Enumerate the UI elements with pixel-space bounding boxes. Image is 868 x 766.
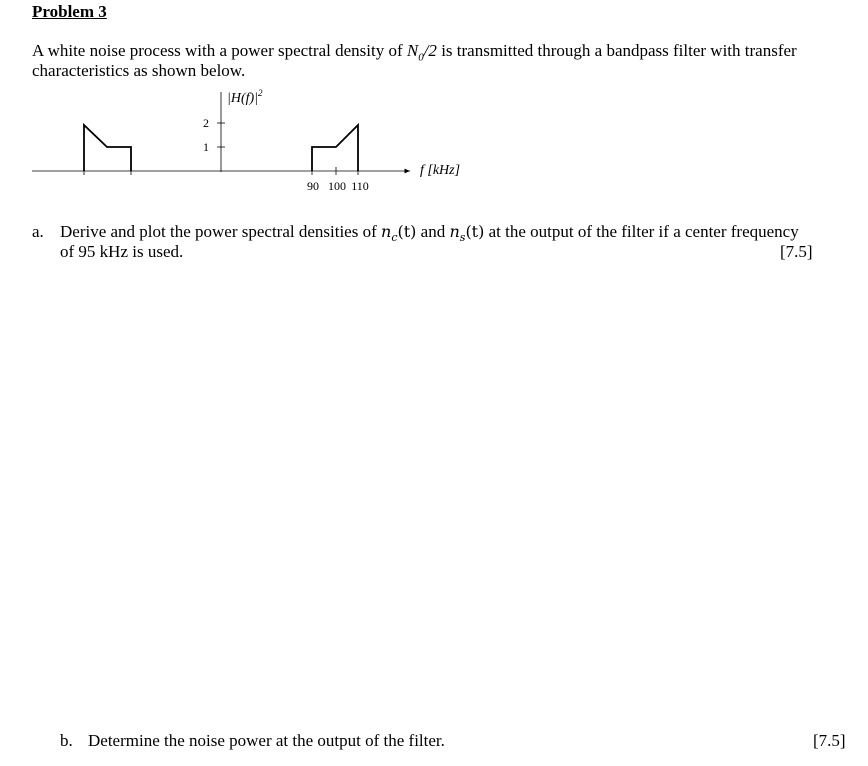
ns-symbol: $n_s(t)$ [449,222,485,245]
problem-title: Problem 3 [32,2,107,21]
nc-symbol: $n_c(t)$ [381,222,417,245]
y-tick-label-2: 2 [203,116,209,130]
x-tick-label-100: 100 [328,179,346,193]
x-tick-label-90: 90 [307,179,319,193]
question-a-line-2: of 95 kHz is used. [60,242,184,261]
intro-text-a: A white noise process with a power spectral density of [32,41,407,60]
n0-symbol: $N_0/2$ [406,41,437,64]
y-tick-label-1: 1 [203,140,209,154]
filter-response-figure [0,0,868,210]
y-axis-label: $|H(f)|^2$ [227,88,263,106]
intro-text-b: is transmitted through a bandpass filter with transfer [436,41,797,60]
negative-band-curve [84,125,131,171]
question-a-marks: [7.5] [780,242,813,261]
question-b-text: Determine the noise power at the output of the filter. [88,731,445,750]
question-b-letter: b. [60,731,73,750]
intro-line-2: characteristics as shown below. [32,61,246,80]
x-tick-label-110: 110 [351,179,369,193]
question-a-line-1: Derive and plot the power spectral densities of $n_c(t)$ and $n_s(t)$ at the output of the filter if a center frequency [60,222,799,245]
x-axis-label: f [kHz] [420,163,461,178]
question-b-marks: [7.5] [813,731,846,750]
question-a-letter: a. [32,222,44,241]
positive-band-curve [312,125,358,171]
